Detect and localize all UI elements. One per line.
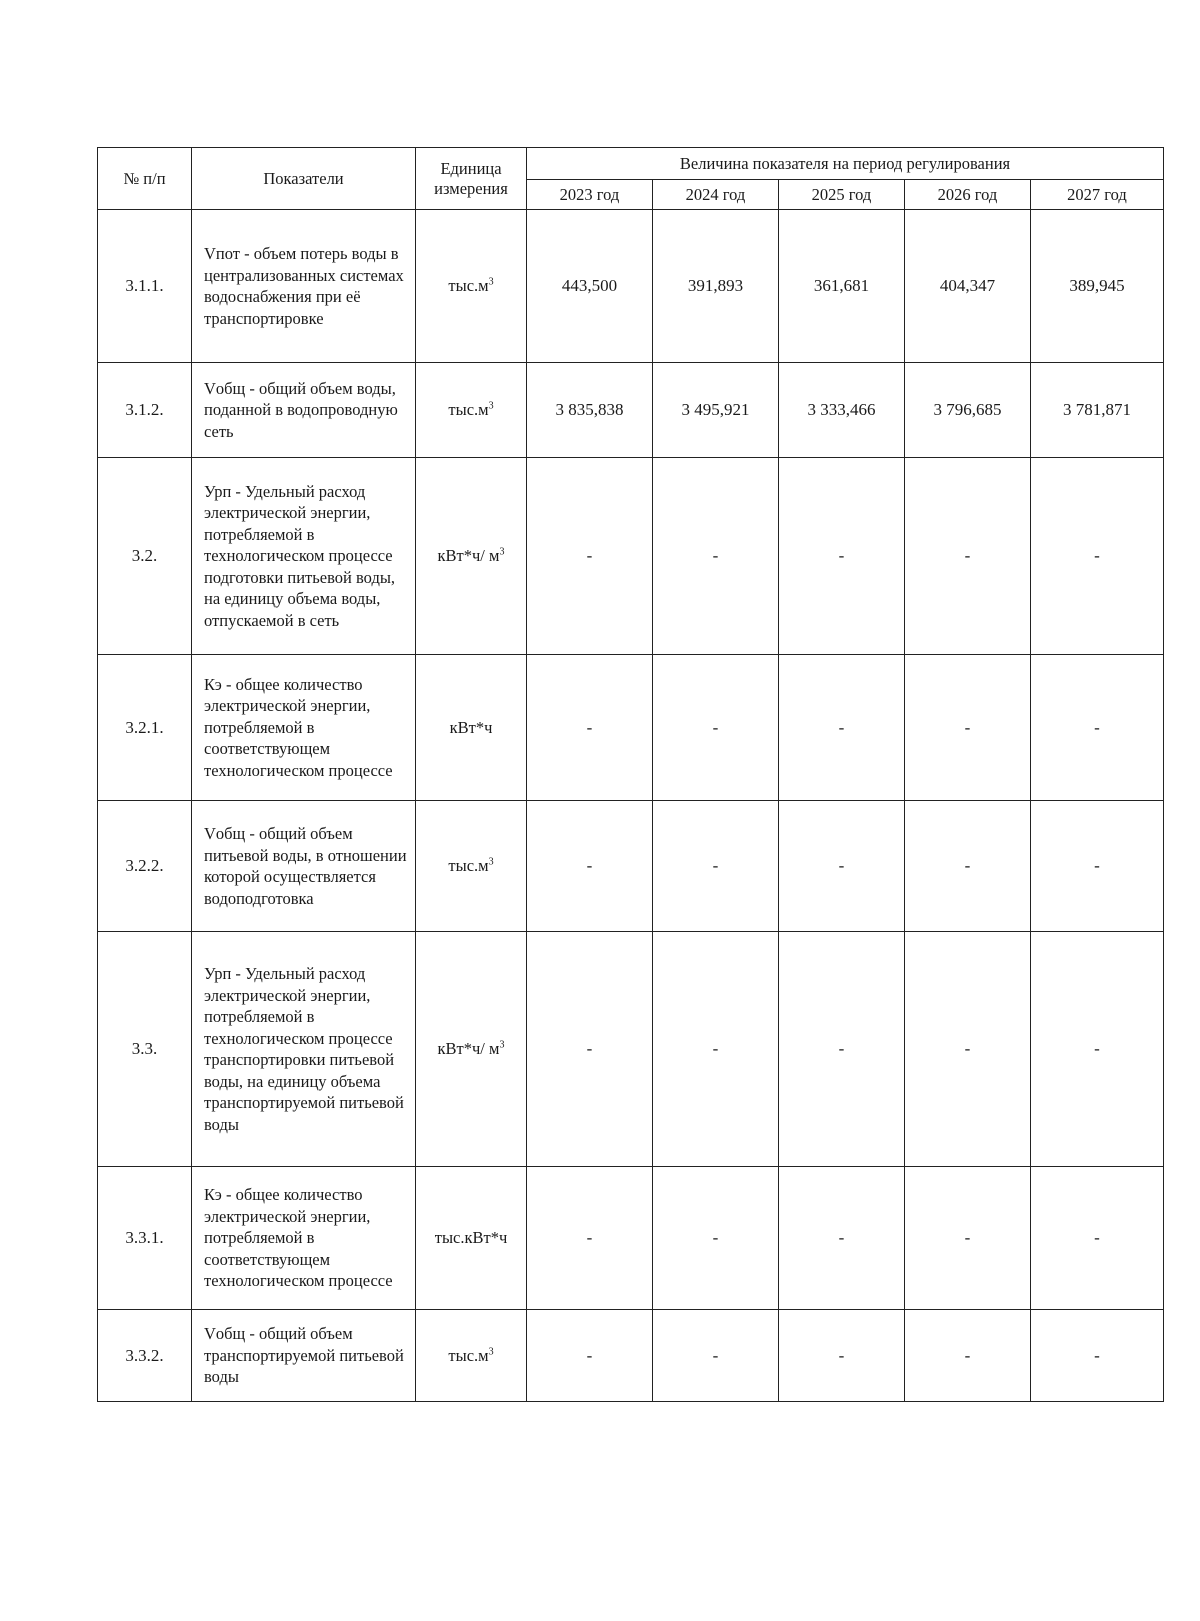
- row-value: -: [527, 458, 653, 655]
- row-value: -: [905, 801, 1031, 932]
- row-number: 3.1.1.: [98, 210, 192, 363]
- row-value: 389,945: [1031, 210, 1164, 363]
- table-row: [98, 1167, 1164, 1310]
- row-value: -: [1031, 932, 1164, 1167]
- header-year: 2023 год: [527, 180, 653, 210]
- row-number: 3.3.2.: [98, 1310, 192, 1402]
- table-row: [98, 655, 1164, 801]
- row-unit: [416, 1310, 527, 1402]
- row-value: -: [905, 1310, 1031, 1402]
- row-number: 3.2.1.: [98, 655, 192, 801]
- row-value: -: [779, 1310, 905, 1402]
- row-unit: [416, 363, 527, 458]
- unit-text: тыс.м: [448, 1345, 489, 1365]
- row-indicator: Vобщ - общий объем транспортируемой питьевой воды: [192, 1310, 416, 1402]
- unit-superscript: 3: [499, 1039, 505, 1051]
- unit-superscript: 3: [488, 856, 494, 868]
- unit-text: тыс.м: [448, 856, 489, 876]
- row-unit: [416, 1167, 527, 1310]
- row-value: 404,347: [905, 210, 1031, 363]
- row-value: -: [653, 655, 779, 801]
- row-value: -: [1031, 801, 1164, 932]
- table-row: [98, 1310, 1164, 1402]
- unit-text: тыс.м: [448, 276, 489, 296]
- row-value: -: [527, 1167, 653, 1310]
- table-row: [98, 363, 1164, 458]
- row-value: 3 781,871: [1031, 363, 1164, 458]
- row-value: 3 835,838: [527, 363, 653, 458]
- row-value: -: [779, 932, 905, 1167]
- row-value: -: [653, 932, 779, 1167]
- row-value: 391,893: [653, 210, 779, 363]
- table-row: [98, 801, 1164, 932]
- row-number: 3.2.2.: [98, 801, 192, 932]
- header-period: Величина показателя на период регулирования: [527, 148, 1164, 180]
- row-unit: [416, 932, 527, 1167]
- row-value: -: [905, 932, 1031, 1167]
- row-value: -: [527, 801, 653, 932]
- unit-text: кВт*ч/ м: [437, 546, 500, 566]
- row-number: 3.3.: [98, 932, 192, 1167]
- row-unit: [416, 655, 527, 801]
- row-value: 3 333,466: [779, 363, 905, 458]
- row-value: -: [653, 801, 779, 932]
- header-year: 2024 год: [653, 180, 779, 210]
- unit-text: кВт*ч/ м: [437, 1039, 500, 1059]
- row-value: -: [779, 1167, 905, 1310]
- row-value: -: [905, 458, 1031, 655]
- row-value: -: [653, 458, 779, 655]
- row-number: 3.3.1.: [98, 1167, 192, 1310]
- unit-text: кВт*ч: [449, 717, 493, 737]
- row-value: -: [1031, 655, 1164, 801]
- row-unit: [416, 458, 527, 655]
- row-value: -: [779, 458, 905, 655]
- table-row: [98, 458, 1164, 655]
- header-year: 2026 год: [905, 180, 1031, 210]
- row-number: 3.2.: [98, 458, 192, 655]
- row-indicator: Vобщ - общий объем воды, поданной в водопроводную сеть: [192, 363, 416, 458]
- row-unit: [416, 210, 527, 363]
- table-body: [98, 210, 1164, 1402]
- row-value: -: [779, 801, 905, 932]
- header-indicator: Показатели: [192, 148, 416, 210]
- row-number: 3.1.2.: [98, 363, 192, 458]
- row-indicator: Vобщ - общий объем питьевой воды, в отношении которой осуществляется водоподготовка: [192, 801, 416, 932]
- row-value: 3 495,921: [653, 363, 779, 458]
- table-row: [98, 210, 1164, 363]
- row-value: 361,681: [779, 210, 905, 363]
- row-value: -: [1031, 1167, 1164, 1310]
- unit-superscript: 3: [488, 1346, 494, 1358]
- row-indicator: Урп - Удельный расход электрической энергии, потребляемой в технологическом процессе транспортировки питьевой воды, на единицу объема транспортируемой питьевой воды: [192, 932, 416, 1167]
- row-indicator: Кэ - общее количество электрической энергии, потребляемой в соответствующем технологическом процессе: [192, 655, 416, 801]
- row-value: -: [905, 1167, 1031, 1310]
- row-value: -: [527, 932, 653, 1167]
- row-value: -: [653, 1310, 779, 1402]
- indicators-table: [97, 147, 1164, 1402]
- unit-superscript: 3: [499, 546, 505, 558]
- unit-text: тыс.кВт*ч: [434, 1228, 508, 1248]
- row-value: 443,500: [527, 210, 653, 363]
- header-year: 2025 год: [779, 180, 905, 210]
- row-unit: [416, 801, 527, 932]
- row-value: -: [527, 1310, 653, 1402]
- row-value: -: [653, 1167, 779, 1310]
- table-row: [98, 932, 1164, 1167]
- row-value: -: [779, 655, 905, 801]
- row-indicator: Урп - Удельный расход электрической энергии, потребляемой в технологическом процессе подготовки питьевой воды, на единицу объема воды, отпускаемой в сеть: [192, 458, 416, 655]
- row-value: -: [1031, 1310, 1164, 1402]
- unit-superscript: 3: [488, 276, 494, 288]
- row-value: 3 796,685: [905, 363, 1031, 458]
- row-value: -: [905, 655, 1031, 801]
- unit-superscript: 3: [488, 400, 494, 412]
- header-num: № п/п: [98, 148, 192, 210]
- row-indicator: Vпот - объем потерь воды в централизованных системах водоснабжения при её транспортировке: [192, 210, 416, 363]
- header-year: 2027 год: [1031, 180, 1164, 210]
- row-value: -: [1031, 458, 1164, 655]
- header-unit: Единица измерения: [416, 148, 527, 210]
- row-value: -: [527, 655, 653, 801]
- row-indicator: Кэ - общее количество электрической энергии, потребляемой в соответствующем технологическом процессе: [192, 1167, 416, 1310]
- table-header: [98, 148, 1164, 210]
- header-row-top: [98, 148, 1164, 180]
- unit-text: тыс.м: [448, 400, 489, 420]
